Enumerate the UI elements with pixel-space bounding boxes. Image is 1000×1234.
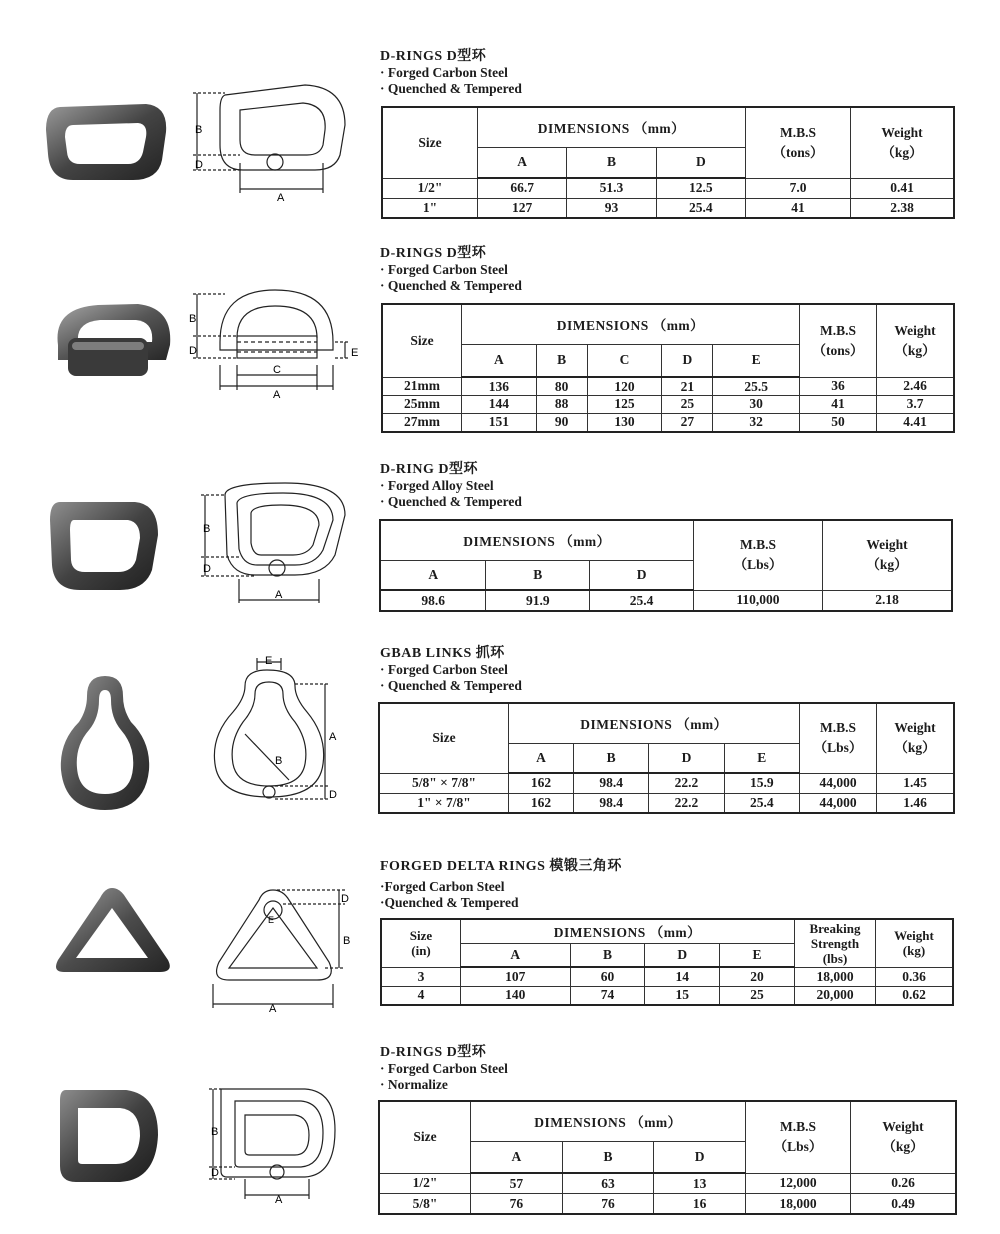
spec-line: · Quenched & Tempered: [380, 494, 522, 509]
dim-label-a: A: [275, 589, 283, 601]
table-row: 1" × 7/8" 162 98.4 22.2 25.4 44,000 1.46: [379, 793, 954, 813]
table-row: 5/8" 76 76 16 18,000 0.49: [379, 1194, 956, 1215]
spec-line: · Forged Carbon Steel: [380, 65, 508, 80]
spec-line: ·Quenched & Tempered: [380, 895, 519, 910]
col-header-e: E: [724, 743, 799, 773]
spec-line: · Forged Carbon Steel: [380, 262, 508, 277]
dim-label-d: D: [211, 1167, 219, 1179]
col-header-b: B: [573, 743, 648, 773]
col-header-mbs: M.B.S （tons）: [800, 304, 877, 377]
d-ring-sleeve-drawing: [185, 280, 375, 400]
dim-label-e: E: [351, 347, 359, 359]
col-header-weight: Weight （kg）: [823, 520, 953, 590]
dim-label-d: D: [203, 563, 211, 575]
table-row: 1" 127 93 25.4 41 2.38: [382, 198, 954, 218]
col-header-weight: Weight (kg): [876, 919, 954, 967]
dim-label-b: B: [343, 935, 351, 947]
section-heading: [380, 646, 522, 694]
col-header-dimensions: DIMENSIONS （mm）: [461, 919, 795, 943]
col-header-size: Size: [379, 703, 509, 773]
col-header-weight: Weight （kg）: [851, 1101, 957, 1173]
table-row: 21mm 136 80 120 21 25.5 36 2.46: [382, 377, 954, 396]
section-heading: [380, 462, 522, 510]
delta-ring-drawing: [205, 880, 380, 1015]
table-row: 27mm 151 90 130 27 32 50 4.41: [382, 413, 954, 432]
dim-label-b: B: [211, 1126, 219, 1138]
col-header-d: D: [656, 147, 745, 178]
col-header-size: Size: [382, 304, 462, 377]
spec-line: · Quenched & Tempered: [380, 81, 522, 96]
col-header-a: A: [462, 344, 537, 377]
dim-label-a: A: [277, 192, 285, 204]
grab-link-drawing: [205, 652, 375, 812]
table-row: 1/2" 66.7 51.3 12.5 7.0 0.41: [382, 178, 954, 198]
d-ring-drawing: [185, 75, 375, 210]
dim-label-a: A: [273, 389, 281, 400]
col-header-dimensions: DIMENSIONS （mm）: [471, 1101, 746, 1141]
col-header-a: A: [478, 147, 567, 178]
spec-table: [380, 918, 954, 1006]
table-row: 98.6 91.9 25.4 110,000 2.18: [380, 590, 952, 611]
table-row: 4 140 74 15 25 20,000 0.62: [381, 986, 953, 1005]
col-header-b: B: [562, 1141, 654, 1173]
col-header-dimensions: DIMENSIONS （mm）: [380, 520, 694, 560]
col-header-a: A: [461, 943, 571, 967]
col-header-b: B: [486, 560, 590, 590]
d-ring-alloy-photo: [40, 490, 170, 600]
col-header-dimensions: DIMENSIONS （mm）: [509, 703, 800, 743]
dim-label-d: D: [189, 345, 197, 357]
col-header-e: E: [713, 344, 800, 377]
dim-label-d: D: [195, 159, 203, 171]
col-header-mbs: M.B.S （Lbs）: [746, 1101, 851, 1173]
dim-label-e: E: [265, 655, 273, 667]
table-row: 3 107 60 14 20 18,000 0.36: [381, 967, 953, 986]
delta-ring-photo: [50, 880, 180, 980]
col-header-c: C: [587, 344, 662, 377]
table-row: 1/2" 57 63 13 12,000 0.26: [379, 1173, 956, 1194]
col-header-weight: Weight （kg）: [877, 304, 955, 377]
dim-label-c: C: [273, 364, 281, 376]
spec-line: · Forged Alloy Steel: [380, 478, 494, 493]
col-header-size: Size: [382, 107, 478, 178]
spec-line: · Forged Carbon Steel: [380, 1061, 508, 1076]
spec-table: [381, 106, 955, 219]
section-heading: [380, 859, 622, 911]
col-header-a: A: [380, 560, 486, 590]
spec-line: · Normalize: [380, 1077, 448, 1092]
col-header-d: D: [590, 560, 694, 590]
col-header-a: A: [471, 1141, 563, 1173]
col-header-b: B: [536, 344, 587, 377]
col-header-d: D: [662, 344, 713, 377]
table-row: 25mm 144 88 125 25 30 41 3.7: [382, 396, 954, 414]
dim-label-a: A: [329, 731, 337, 743]
section-title: FORGED DELTA RINGS 模锻三角环: [380, 859, 622, 874]
col-header-d: D: [654, 1141, 746, 1173]
spec-table: [379, 519, 953, 612]
section-title: D-RING D型环: [380, 462, 478, 477]
d-ring-normalize-photo: [50, 1080, 170, 1190]
col-header-d: D: [649, 743, 724, 773]
col-header-dimensions: DIMENSIONS （mm）: [478, 107, 746, 147]
dim-label-a: A: [269, 1003, 277, 1015]
col-header-mbs: M.B.S （Lbs）: [694, 520, 823, 590]
dim-label-e: E: [268, 915, 275, 925]
col-header-mbs: M.B.S （tons）: [746, 107, 851, 178]
col-header-d: D: [645, 943, 720, 967]
col-header-e: E: [720, 943, 795, 967]
dim-label-d: D: [329, 789, 337, 801]
col-header-b: B: [567, 147, 656, 178]
col-header-mbs: M.B.S （Lbs）: [800, 703, 877, 773]
section-heading: [380, 49, 522, 97]
spec-table: [381, 303, 955, 433]
d-ring-alloy-drawing: [195, 475, 375, 610]
section-title: D-RINGS D型环: [380, 246, 487, 261]
dim-label-b: B: [275, 755, 283, 767]
col-header-size: Size: [379, 1101, 471, 1173]
d-ring-normalize-drawing: [205, 1075, 375, 1205]
section-title: D-RINGS D型环: [380, 1045, 487, 1060]
col-header-weight: Weight （kg）: [851, 107, 955, 178]
dim-label-b: B: [189, 313, 197, 325]
dim-label-b: B: [203, 523, 211, 535]
dim-label-a: A: [275, 1194, 283, 1205]
col-header-size: Size (in): [381, 919, 461, 967]
section-title: GBAB LINKS 抓环: [380, 646, 505, 661]
section-title: D-RINGS D型环: [380, 49, 487, 64]
spec-line: · Quenched & Tempered: [380, 678, 522, 693]
d-ring-photo: [38, 92, 178, 192]
col-header-a: A: [509, 743, 574, 773]
spec-line: · Forged Carbon Steel: [380, 662, 508, 677]
spec-line: ·Forged Carbon Steel: [380, 879, 505, 894]
col-header-b: B: [570, 943, 645, 967]
table-row: 5/8" × 7/8" 162 98.4 22.2 15.9 44,000 1.45: [379, 773, 954, 793]
d-ring-with-sleeve-photo: [38, 290, 178, 400]
grab-link-photo: [55, 670, 155, 820]
col-header-breaking-strength: Breaking Strength (lbs): [795, 919, 876, 967]
spec-line: · Quenched & Tempered: [380, 278, 522, 293]
col-header-dimensions: DIMENSIONS （mm）: [462, 304, 800, 344]
dim-label-d: D: [341, 893, 349, 905]
spec-table: [378, 1100, 957, 1215]
spec-table: [378, 702, 955, 814]
section-heading: [380, 246, 522, 294]
section-heading: [380, 1045, 508, 1093]
dim-label-b: B: [195, 124, 203, 136]
col-header-weight: Weight （kg）: [877, 703, 955, 773]
